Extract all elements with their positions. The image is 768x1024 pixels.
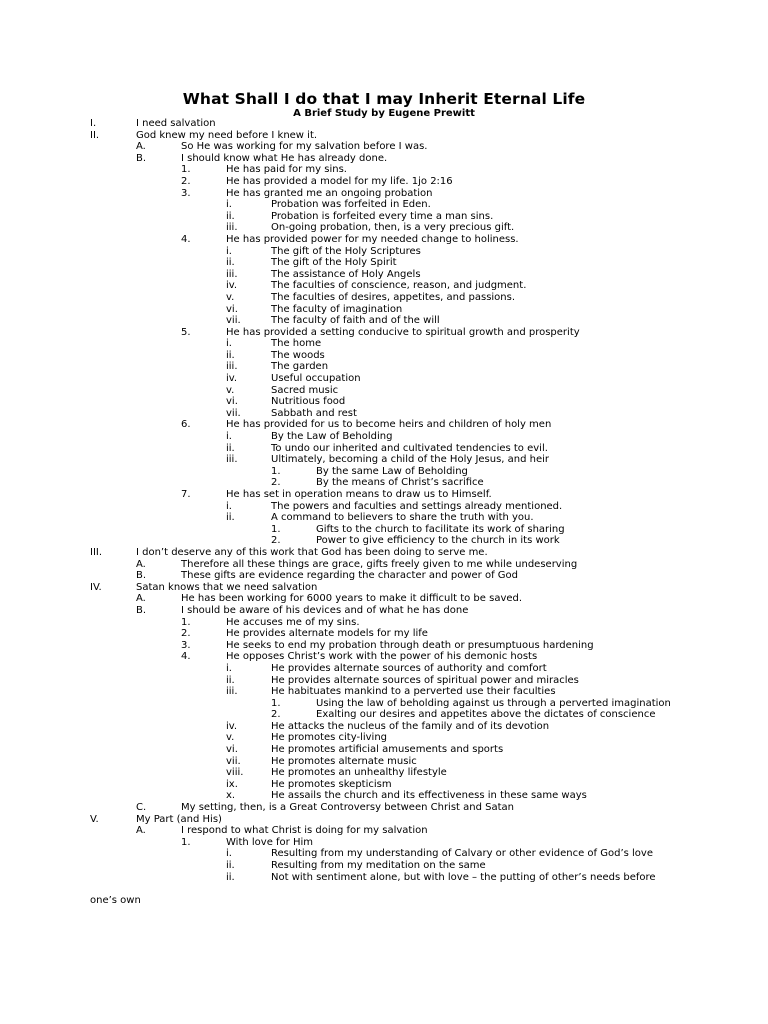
outline-item [0, 338, 768, 350]
outline-number: i. [226, 245, 232, 257]
outline-number: v. [226, 291, 235, 303]
outline-text: The gift of the Holy Spirit [271, 257, 397, 269]
outline-number: A. [136, 825, 146, 837]
outline-number: 5. [181, 326, 191, 338]
outline-number: ii. [226, 871, 235, 883]
outline-text: He accuses me of my sins. [226, 616, 360, 628]
outline-text: He has provided for us to become heirs and children of holy men [226, 419, 552, 431]
outline-item [0, 350, 768, 362]
outline-item [0, 582, 768, 594]
outline-item [0, 164, 768, 176]
outline-text: By the Law of Beholding [271, 431, 393, 443]
outline-item [0, 617, 768, 629]
outline-item [0, 361, 768, 373]
outline-text: He promotes artificial amusements and sports [271, 744, 504, 756]
outline-item [0, 257, 768, 269]
outline-number: ix. [226, 778, 238, 790]
outline-text: My setting, then, is a Great Controversy between Christ and Satan [181, 802, 515, 814]
outline-text: To undo our inherited and cultivated tendencies to evil. [271, 442, 548, 454]
outline-text: He provides alternate sources of spiritual power and miracles [271, 674, 579, 686]
document-subtitle: A Brief Study by Eugene Prewitt [293, 108, 475, 119]
outline-text: I don’t deserve any of this work that God has been doing to serve me. [136, 546, 488, 558]
outline-text: The faculties of conscience, reason, and judgment. [271, 280, 527, 292]
outline-number: B. [136, 604, 147, 616]
outline-item [0, 802, 768, 814]
outline-text: Probation was forfeited in Eden. [271, 199, 431, 211]
outline-number: 1. [181, 164, 191, 176]
outline-item [0, 419, 768, 431]
outline-text: He has granted me an ongoing probation [226, 187, 433, 199]
outline [0, 118, 768, 906]
outline-item [0, 199, 768, 211]
outline-number: vii. [226, 407, 241, 419]
outline-item [0, 211, 768, 223]
outline-text: He habituates mankind to a perverted use their faculties [271, 686, 556, 698]
outline-number: ii. [226, 257, 235, 269]
outline-text: Nutritious food [271, 396, 346, 408]
outline-text: He provides alternate sources of authority and comfort [271, 662, 547, 674]
outline-number: IV. [90, 581, 102, 593]
outline-item [0, 315, 768, 327]
outline-item [0, 860, 768, 872]
outline-item [0, 292, 768, 304]
outline-text: Sabbath and rest [271, 407, 357, 419]
outline-number: vi. [226, 303, 238, 315]
outline-number: vi. [226, 744, 238, 756]
outline-text: The faculty of faith and of the will [271, 315, 440, 327]
outline-text: Using the law of beholding against us through a perverted imagination [316, 697, 671, 709]
outline-item [0, 524, 768, 536]
outline-number: 3. [181, 639, 191, 651]
outline-number: V. [90, 813, 99, 825]
outline-text: I need salvation [136, 118, 216, 129]
outline-number: i. [226, 662, 232, 674]
outline-item [0, 176, 768, 188]
outline-number: 2. [271, 477, 281, 489]
outline-text: Resulting from my meditation on the same [271, 860, 486, 871]
outline-text: By the same Law of Beholding [316, 465, 468, 477]
outline-number: 1. [271, 465, 281, 477]
outline-item [0, 466, 768, 478]
outline-number: ii. [226, 349, 235, 361]
outline-text: A command to believers to share the truth with you. [271, 512, 534, 524]
outline-text: He provides alternate models for my life [226, 628, 428, 640]
outline-text: Therefore all these things are grace, gifts freely given to me while undeserving [181, 558, 578, 570]
outline-number: 6. [181, 419, 191, 431]
outline-number: ii. [226, 210, 235, 222]
outline-item [0, 675, 768, 687]
outline-text: The garden [271, 361, 329, 373]
outline-text: Gifts to the church to facilitate its work of sharing [316, 523, 565, 535]
outline-item [0, 686, 768, 698]
outline-item [0, 431, 768, 443]
outline-number: i. [226, 199, 232, 211]
outline-number: A. [136, 141, 146, 153]
outline-number: 1. [271, 523, 281, 535]
outline-number: v. [226, 384, 235, 396]
outline-number: C. [136, 802, 147, 814]
outline-number: 3. [181, 187, 191, 199]
outline-item [0, 408, 768, 420]
outline-text: Exalting our desires and appetites above the dictates of conscience [316, 709, 656, 721]
outline-number: x. [226, 790, 236, 802]
outline-text: He has been working for 6000 years to make it difficult to be saved. [181, 593, 523, 605]
outline-number: B. [136, 152, 147, 164]
outline-number: i. [226, 431, 232, 443]
outline-number: iv. [226, 280, 238, 292]
outline-text: The woods [271, 349, 325, 361]
outline-item [0, 721, 768, 733]
outline-text: He has provided a model for my life. 1jo 2:16 [226, 175, 453, 187]
outline-item [0, 535, 768, 547]
outline-number: 7. [181, 489, 191, 500]
outline-item [0, 779, 768, 791]
outline-number: A. [136, 593, 146, 605]
outline-number: 2. [271, 709, 281, 721]
outline-item [0, 269, 768, 281]
outline-item [0, 837, 768, 849]
outline-number: iii. [226, 268, 238, 280]
outline-number: B. [136, 570, 147, 582]
outline-number: iii. [226, 361, 238, 373]
outline-text: He has provided a setting conducive to spiritual growth and prosperity [226, 326, 580, 338]
outline-item [0, 605, 768, 617]
outline-item [0, 141, 768, 153]
outline-item [0, 130, 768, 142]
outline-number: ii. [226, 442, 235, 454]
outline-number: 2. [181, 175, 191, 187]
outline-item [0, 443, 768, 455]
outline-item [0, 153, 768, 165]
outline-item [0, 477, 768, 489]
outline-text: He opposes Christ’s work with the power of his demonic hosts [226, 651, 538, 663]
outline-number: 2. [181, 628, 191, 640]
outline-item [0, 385, 768, 397]
outline-item [0, 396, 768, 408]
outline-item [0, 848, 768, 860]
outline-text: He has provided power for my needed change to holiness. [226, 233, 519, 245]
outline-text-continuation: one’s own [90, 894, 141, 906]
document-title: What Shall I do that I may Inherit Eternal Life [182, 90, 586, 108]
outline-text: The gift of the Holy Scriptures [271, 245, 421, 257]
outline-text: With love for Him [226, 836, 313, 848]
outline-text: He promotes alternate music [271, 755, 417, 767]
outline-text: I should know what He has already done. [181, 152, 388, 164]
outline-number: v. [226, 732, 235, 744]
outline-number: iv. [226, 373, 238, 385]
outline-text: Sacred music [271, 384, 339, 396]
outline-text: I respond to what Christ is doing for my salvation [181, 825, 428, 837]
outline-item [0, 825, 768, 837]
outline-item [0, 640, 768, 652]
outline-number: I. [90, 118, 97, 129]
outline-item [0, 593, 768, 605]
outline-text: He seeks to end my probation through death or presumptuous hardening [226, 639, 594, 651]
outline-number: i. [226, 848, 232, 860]
outline-text: Ultimately, becoming a child of the Holy Jesus, and heir [271, 454, 550, 466]
outline-text: The faculties of desires, appetites, and passions. [271, 291, 516, 303]
outline-number: viii. [226, 767, 244, 779]
outline-text: He has paid for my sins. [226, 164, 347, 176]
outline-item [0, 246, 768, 258]
outline-item [0, 304, 768, 316]
outline-text: He has set in operation means to draw us to Himself. [226, 489, 492, 500]
outline-text: By the means of Christ’s sacrifice [316, 477, 484, 489]
outline-item [0, 327, 768, 339]
outline-text: So He was working for my salvation before I was. [181, 141, 428, 153]
outline-item [0, 732, 768, 744]
outline-item [0, 501, 768, 513]
outline-text: On-going probation, then, is a very precious gift. [271, 222, 515, 234]
outline-item [0, 871, 768, 906]
outline-text: He attacks the nucleus of the family and of its devotion [271, 720, 550, 732]
outline-text: Power to give efficiency to the church in its work [316, 535, 560, 547]
outline-text: The faculty of imagination [271, 303, 403, 315]
outline-item [0, 559, 768, 571]
outline-item [0, 547, 768, 559]
outline-number: iii. [226, 686, 238, 698]
outline-item [0, 118, 768, 130]
outline-number: ii. [226, 860, 235, 871]
outline-text: Useful occupation [271, 373, 361, 385]
outline-text: The powers and faculties and settings already mentioned. [271, 500, 563, 512]
outline-item [0, 744, 768, 756]
outline-text: The assistance of Holy Angels [271, 268, 421, 280]
outline-text: He assails the church and its effectiveness in these same ways [271, 790, 587, 802]
outline-item [0, 280, 768, 292]
outline-item [0, 454, 768, 466]
outline-number: 4. [181, 233, 191, 245]
outline-number: 1. [181, 836, 191, 848]
outline-item [0, 698, 768, 710]
outline-text: The home [271, 338, 322, 350]
outline-number: 4. [181, 651, 191, 663]
outline-item [0, 814, 768, 826]
outline-item [0, 790, 768, 802]
outline-text: Satan knows that we need salvation [136, 581, 318, 593]
outline-item [0, 663, 768, 675]
outline-number: ii. [226, 512, 235, 524]
outline-item [0, 489, 768, 501]
outline-number: vi. [226, 396, 238, 408]
outline-number: 2. [271, 535, 281, 547]
outline-item [0, 628, 768, 640]
outline-item [0, 570, 768, 582]
outline-item [0, 222, 768, 234]
outline-item [0, 373, 768, 385]
outline-number: III. [90, 546, 103, 558]
outline-item [0, 767, 768, 779]
outline-number: 1. [271, 697, 281, 709]
outline-item [0, 188, 768, 200]
outline-text: Probation is forfeited every time a man sins. [271, 210, 494, 222]
outline-item [0, 756, 768, 768]
outline-text: He promotes city-living [271, 732, 388, 744]
outline-text: He promotes an unhealthy lifestyle [271, 767, 447, 779]
outline-number: i. [226, 500, 232, 512]
outline-text: Resulting from my understanding of Calvary or other evidence of God’s love [271, 848, 653, 860]
outline-number: A. [136, 558, 146, 570]
outline-number: ii. [226, 674, 235, 686]
outline-number: iii. [226, 222, 238, 234]
outline-number: i. [226, 338, 232, 350]
outline-number: iii. [226, 454, 238, 466]
outline-number: vii. [226, 315, 241, 327]
outline-text: God knew my need before I knew it. [136, 129, 318, 141]
outline-text: My Part (and His) [136, 813, 222, 825]
outline-text: He promotes skepticism [271, 778, 392, 790]
outline-text: I should be aware of his devices and of what he has done [181, 604, 469, 616]
outline-item [0, 234, 768, 246]
outline-text: These gifts are evidence regarding the character and power of God [181, 570, 518, 582]
outline-number: vii. [226, 755, 241, 767]
outline-item [0, 651, 768, 663]
outline-item [0, 709, 768, 721]
outline-number: II. [90, 129, 100, 141]
outline-number: 1. [181, 616, 191, 628]
outline-item [0, 512, 768, 524]
outline-text: Not with sentiment alone, but with love – the putting of other’s needs before [271, 871, 656, 883]
outline-number: iv. [226, 720, 238, 732]
